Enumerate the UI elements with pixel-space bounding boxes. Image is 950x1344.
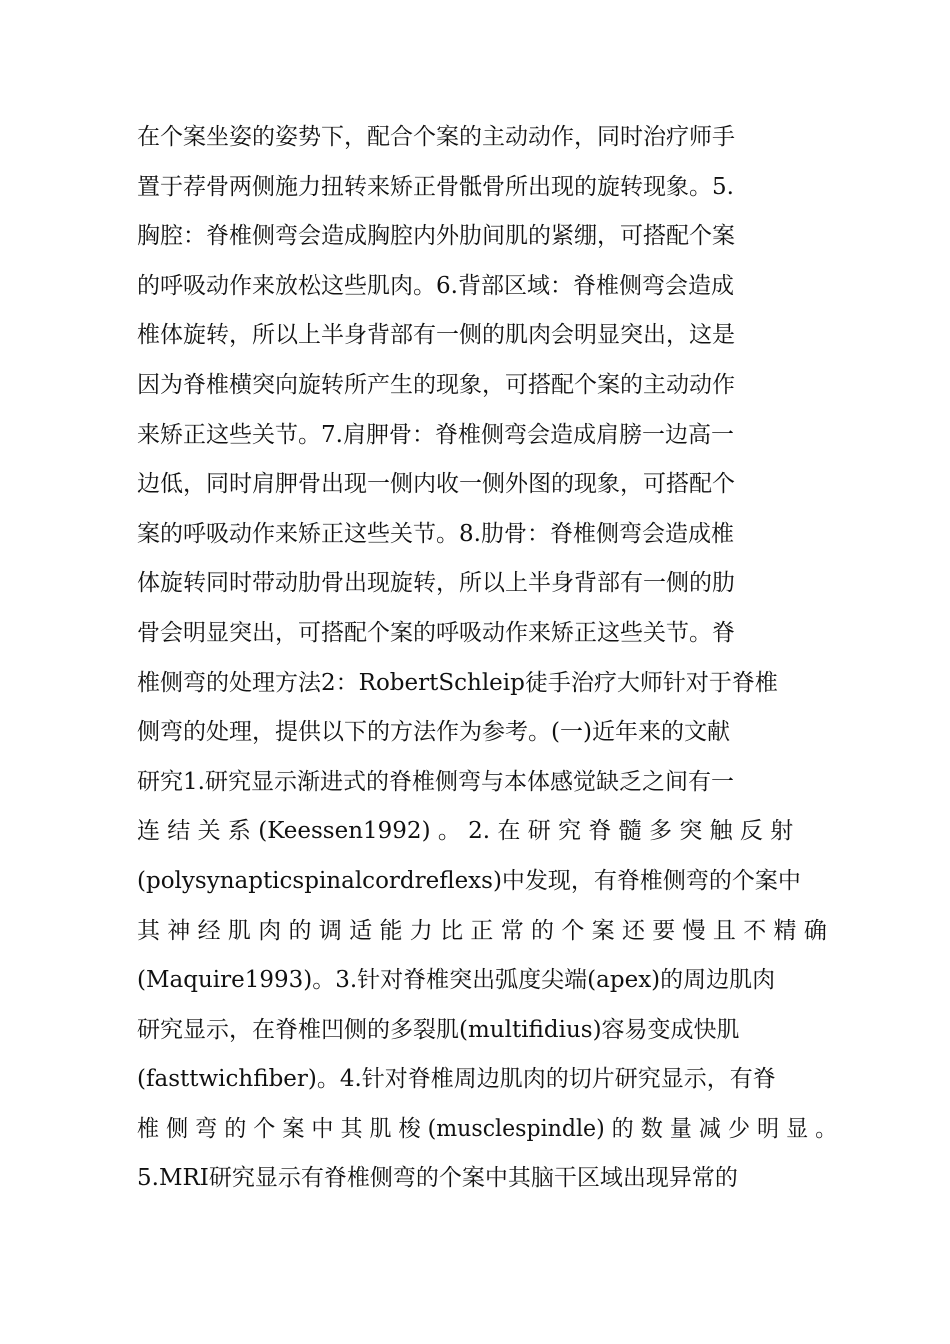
text-line: 椎体旋转，所以上半身背部有一侧的肌肉会明显突出，这是 bbox=[137, 322, 735, 349]
text-line: 椎 侧 弯 的 个 案 中 其 肌 梭 (musclespindle) 的 数 量 减 少 明 显 。 bbox=[137, 1115, 838, 1142]
text-line: 连 结 关 系 (Keessen1992) 。 2. 在 研 究 脊 髓 多 突 触 反 射 bbox=[137, 818, 794, 845]
text-line: 5.MRI研究显示有脊椎侧弯的个案中其脑干区域出现异常的 bbox=[137, 1165, 738, 1192]
text-line: 骨会明显突出，可搭配个案的呼吸动作来矫正这些关节。脊 bbox=[137, 619, 735, 646]
text-line: 边低，同时肩胛骨出现一侧内收一侧外图的现象，可搭配个 bbox=[137, 471, 735, 498]
text-line: 体旋转同时带动肋骨出现旋转，所以上半身背部有一侧的肋 bbox=[137, 570, 735, 597]
text-line: 侧弯的处理，提供以下的方法作为参考。(一)近年来的文献 bbox=[137, 719, 730, 746]
text-line: 来矫正这些关节。7.肩胛骨：脊椎侧弯会造成肩膀一边高一 bbox=[137, 421, 734, 448]
text-line: (fasttwichfiber)。4.针对脊椎周边肌肉的切片研究显示，有脊 bbox=[137, 1066, 776, 1093]
text-line: 其 神 经 肌 肉 的 调 适 能 力 比 正 常 的 个 案 还 要 慢 且 不 精 确 bbox=[137, 917, 827, 944]
text-line: 椎侧弯的处理方法2：RobertSchleip徒手治疗大师针对于脊椎 bbox=[137, 669, 778, 696]
text-line: 的呼吸动作来放松这些肌肉。6.背部区域：脊椎侧弯会造成 bbox=[137, 272, 734, 299]
text-line: 胸腔：脊椎侧弯会造成胸腔内外肋间肌的紧绷，可搭配个案 bbox=[137, 223, 735, 250]
text-line: 案的呼吸动作来矫正这些关节。8.肋骨：脊椎侧弯会造成椎 bbox=[137, 520, 734, 547]
text-line: 研究显示，在脊椎凹侧的多裂肌(multifidius)容易变成快肌 bbox=[137, 1016, 740, 1043]
text-line: 在个案坐姿的姿势下，配合个案的主动动作，同时治疗师手 bbox=[137, 124, 735, 150]
text-line: (Maquire1993)。3.针对脊椎突出弧度尖端(apex)的周边肌肉 bbox=[137, 967, 776, 994]
text-line: (polysynapticspinalcordreflexs)中发现，有脊椎侧弯的个案中 bbox=[137, 867, 801, 894]
text-line: 研究1.研究显示渐进式的脊椎侧弯与本体感觉缺乏之间有一 bbox=[137, 768, 734, 795]
text-line: 因为脊椎横突向旋转所产生的现象，可搭配个案的主动动作 bbox=[137, 371, 735, 398]
body-text bbox=[137, 113, 837, 1204]
text-line: 置于荐骨两侧施力扭转来矫正骨骶骨所出现的旋转现象。5. bbox=[137, 173, 734, 200]
